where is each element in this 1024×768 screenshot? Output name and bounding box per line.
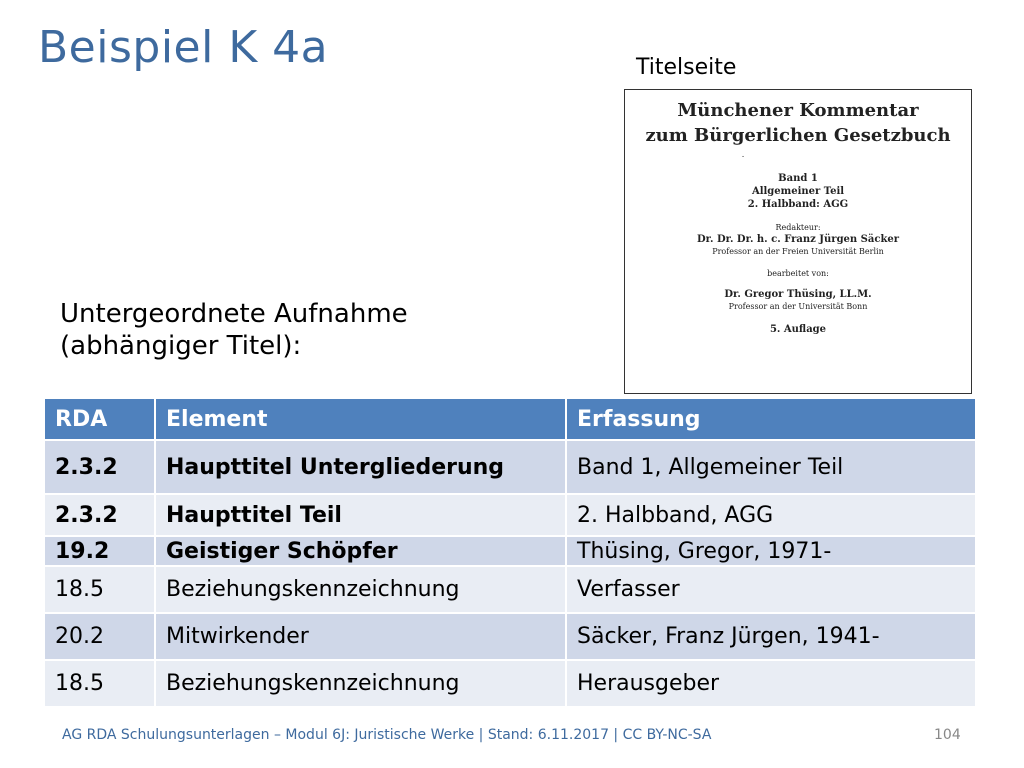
title-page-teil: Allgemeiner Teil: [751, 186, 845, 197]
table-row: [44, 660, 976, 707]
table-row: [44, 613, 976, 660]
slide-title: Beispiel K 4a: [38, 22, 329, 73]
title-page-band-block: [625, 172, 971, 211]
header-element: Element: [155, 398, 566, 440]
title-page-image: [624, 89, 972, 394]
table-row: [44, 536, 976, 566]
title-page-band: Band 1: [778, 173, 818, 184]
cell-rda: 20.2: [44, 613, 155, 660]
cell-rda: 19.2: [44, 536, 155, 566]
cell-element: Beziehungskennzeichnung: [155, 566, 566, 613]
title-page-dot: .: [741, 150, 745, 159]
title-page-auflage: 5. Auflage: [769, 324, 827, 335]
table-row: [44, 440, 976, 494]
header-erfassung: Erfassung: [566, 398, 976, 440]
cell-element: Mitwirkender: [155, 613, 566, 660]
table-header-row: [44, 398, 976, 440]
cell-erfassung: 2. Halbband, AGG: [566, 494, 976, 536]
cell-element: Beziehungskennzeichnung: [155, 660, 566, 707]
table-row: [44, 494, 976, 536]
cell-rda: 2.3.2: [44, 494, 155, 536]
subheading: [60, 298, 408, 362]
cell-erfassung: Band 1, Allgemeiner Teil: [566, 440, 976, 494]
subheading-line-2: (abhängiger Titel):: [60, 331, 302, 361]
cell-element: Geistiger Schöpfer: [155, 536, 566, 566]
subheading-line-1: Untergeordnete Aufnahme: [60, 299, 408, 329]
cell-erfassung: Thüsing, Gregor, 1971-: [566, 536, 976, 566]
title-page-redakteur-label: Redakteur:: [775, 223, 821, 232]
cell-rda: 2.3.2: [44, 440, 155, 494]
title-page-label: Titelseite: [636, 55, 737, 80]
title-page-redakteur-affil: Professor an der Freien Universität Berlin: [712, 247, 884, 256]
cell-rda: 18.5: [44, 660, 155, 707]
rda-table: [43, 397, 977, 708]
header-rda: RDA: [44, 398, 155, 440]
title-page-main-title: [625, 98, 971, 148]
footer-text: AG RDA Schulungsunterlagen – Modul 6J: Juristische Werke | Stand: 6.11.2017 | CC BY-NC-SA: [62, 727, 712, 743]
title-page-bearbeiter-name: Dr. Gregor Thüsing, LL.M.: [724, 289, 872, 300]
title-page-bearbeiter-affil: Professor an der Universität Bonn: [728, 302, 868, 311]
cell-element: Haupttitel Teil: [155, 494, 566, 536]
title-page-line-2: zum Bürgerlichen Gesetzbuch: [645, 125, 951, 146]
cell-erfassung: Verfasser: [566, 566, 976, 613]
cell-element: Haupttitel Untergliederung: [155, 440, 566, 494]
cell-erfassung: Herausgeber: [566, 660, 976, 707]
cell-erfassung: Säcker, Franz Jürgen, 1941-: [566, 613, 976, 660]
title-page-line-1: Münchener Kommentar: [677, 100, 919, 121]
page-number: 104: [934, 727, 961, 743]
title-page-bearbeitet-label: bearbeitet von:: [767, 269, 829, 278]
title-page-redakteur-name: Dr. Dr. Dr. h. c. Franz Jürgen Säcker: [696, 234, 900, 245]
cell-rda: 18.5: [44, 566, 155, 613]
table-row: [44, 566, 976, 613]
title-page-halbband: 2. Halbband: AGG: [747, 199, 849, 210]
